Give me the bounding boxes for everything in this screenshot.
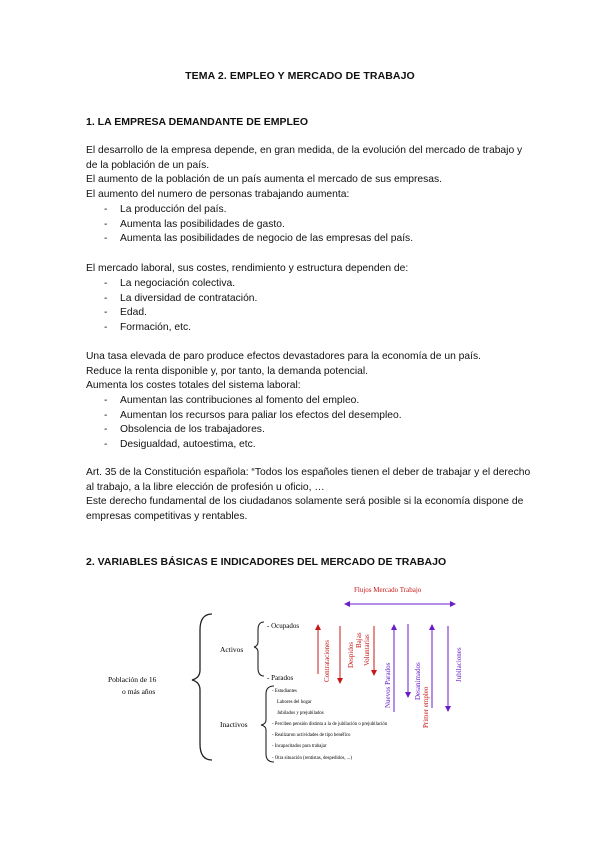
flows-arrowhead bbox=[344, 601, 350, 607]
inactivos-item: - Realizaron actividades de tipo benéfico bbox=[272, 733, 351, 738]
flow-label-primer-empleo: Primer empleo bbox=[422, 686, 430, 728]
paragraph-3 bbox=[86, 350, 526, 394]
page-title: TEMA 2. EMPLEO Y MERCADO DE TRABAJO bbox=[185, 70, 415, 82]
activos-brace bbox=[254, 622, 264, 676]
list-item: - La diversidad de contratación. bbox=[86, 292, 526, 307]
flow-label-jubilaciones: Jubilaciones bbox=[455, 647, 463, 682]
paragraph-2: El mercado laboral, sus costes, rendimiento y estructura dependen de: bbox=[86, 263, 409, 274]
list-item: - Aumentan las contribuciones al fomento del empleo. bbox=[86, 394, 526, 409]
list-item: - Obsolencia de los trabajadores. bbox=[86, 423, 526, 438]
inactivos-item: Jubilados y prejubilados bbox=[277, 711, 324, 716]
main-brace bbox=[192, 614, 212, 760]
flow-label-voluntarias: Voluntarias bbox=[363, 634, 371, 666]
flow-label-nuevos-parados: Nuevos Parados bbox=[384, 662, 392, 708]
paragraph-1-line: El aumento del numero de personas trabajando aumenta: bbox=[86, 188, 350, 200]
list-item: - La negociación colectiva. bbox=[86, 277, 526, 292]
population-label: Población de 16 bbox=[108, 675, 157, 684]
inactivos-item: Labores del hogar bbox=[277, 700, 312, 705]
list-item: - Desigualdad, autoestima, etc. bbox=[86, 438, 526, 453]
inactivos-item: - Otra situación (rentistas, despedidos, ...) bbox=[272, 756, 352, 761]
paragraph-1 bbox=[86, 144, 526, 202]
section-2-heading: 2. VARIABLES BÁSICAS E INDICADORES DEL MERCADO DE TRABAJO bbox=[86, 556, 447, 568]
paragraph-3-line: Aumenta los costes totales del sistema laboral: bbox=[86, 380, 301, 392]
list-unemployment-costs bbox=[86, 394, 526, 452]
flow-label-despidos: Despidos bbox=[347, 641, 355, 668]
parados-label: - Parados bbox=[267, 674, 294, 682]
paragraph-3-line: Una tasa elevada de paro produce efectos devastadores para la economía de un país. bbox=[86, 351, 481, 362]
ocupados-label: - Ocupados bbox=[267, 622, 300, 630]
paragraph-1-line: El desarrollo de la empresa depende, en gran medida, de la evolución del mercado de trabajo y bbox=[86, 145, 523, 156]
list-production-effects bbox=[86, 203, 526, 247]
list-item: - Formación, etc. bbox=[86, 321, 526, 336]
arrowhead bbox=[337, 678, 343, 684]
list-item: - La producción del país. bbox=[86, 203, 526, 218]
paragraph-4-line: Art. 35 de la Constitución española: “Todos los españoles tienen el deber de trabajar y el derecho bbox=[86, 467, 531, 478]
activos-label: Activos bbox=[220, 645, 244, 654]
flow-label-bajas: Bajas bbox=[355, 632, 363, 648]
paragraph-3-line: Reduce la renta disponible y, por tanto, la demanda potencial. bbox=[86, 365, 369, 377]
inactivos-item: - Perciben pensión distinta a la de jubilación o prejubilación bbox=[272, 722, 388, 727]
arrowhead bbox=[371, 670, 377, 676]
inactivos-item: - Incapacitados para trabajar bbox=[272, 744, 327, 749]
paragraph-4-line: al trabajo, a la libre elección de profesión u oficio, … bbox=[86, 481, 325, 493]
paragraph-4-line: Este derecho fundamental de los ciudadanos solamente será posible si la economía dispone de bbox=[86, 496, 524, 508]
paragraph-4-line: empresas competitivas y rentables. bbox=[86, 510, 248, 522]
arrowhead bbox=[445, 706, 451, 712]
list-item: - Aumenta las posibilidades de gasto. bbox=[86, 218, 526, 233]
arrowhead bbox=[429, 624, 435, 630]
inactivos-label: Inactivos bbox=[220, 720, 248, 729]
list-item: - Aumentan los recursos para paliar los efectos del desempleo. bbox=[86, 409, 526, 424]
paragraph-1-line: de la población de un país. bbox=[86, 159, 210, 171]
arrowhead bbox=[405, 692, 411, 698]
labor-market-flows-diagram bbox=[108, 584, 478, 764]
flow-label-contrataciones: Contrataciones bbox=[323, 640, 331, 682]
list-item: - Aumenta las posibilidades de negocio de las empresas del país. bbox=[86, 232, 526, 247]
arrowhead bbox=[315, 624, 321, 630]
paragraph-1-line: El aumento de la población de un país aumenta el mercado de sus empresas. bbox=[86, 174, 443, 186]
paragraph-4 bbox=[86, 466, 531, 524]
flows-arrowhead bbox=[450, 601, 456, 607]
flow-label-desanimados: Desanimados bbox=[414, 662, 422, 700]
population-label: o más años bbox=[122, 687, 156, 696]
list-labor-market-factors bbox=[86, 277, 526, 335]
arrowhead bbox=[391, 624, 397, 630]
section-1-heading: 1. LA EMPRESA DEMANDANTE DE EMPLEO bbox=[86, 116, 309, 128]
list-item: - Edad. bbox=[86, 306, 526, 321]
inactivos-item: - Estudiantes bbox=[272, 689, 297, 694]
flows-title: Flujos Mercado Trabajo bbox=[354, 586, 422, 594]
